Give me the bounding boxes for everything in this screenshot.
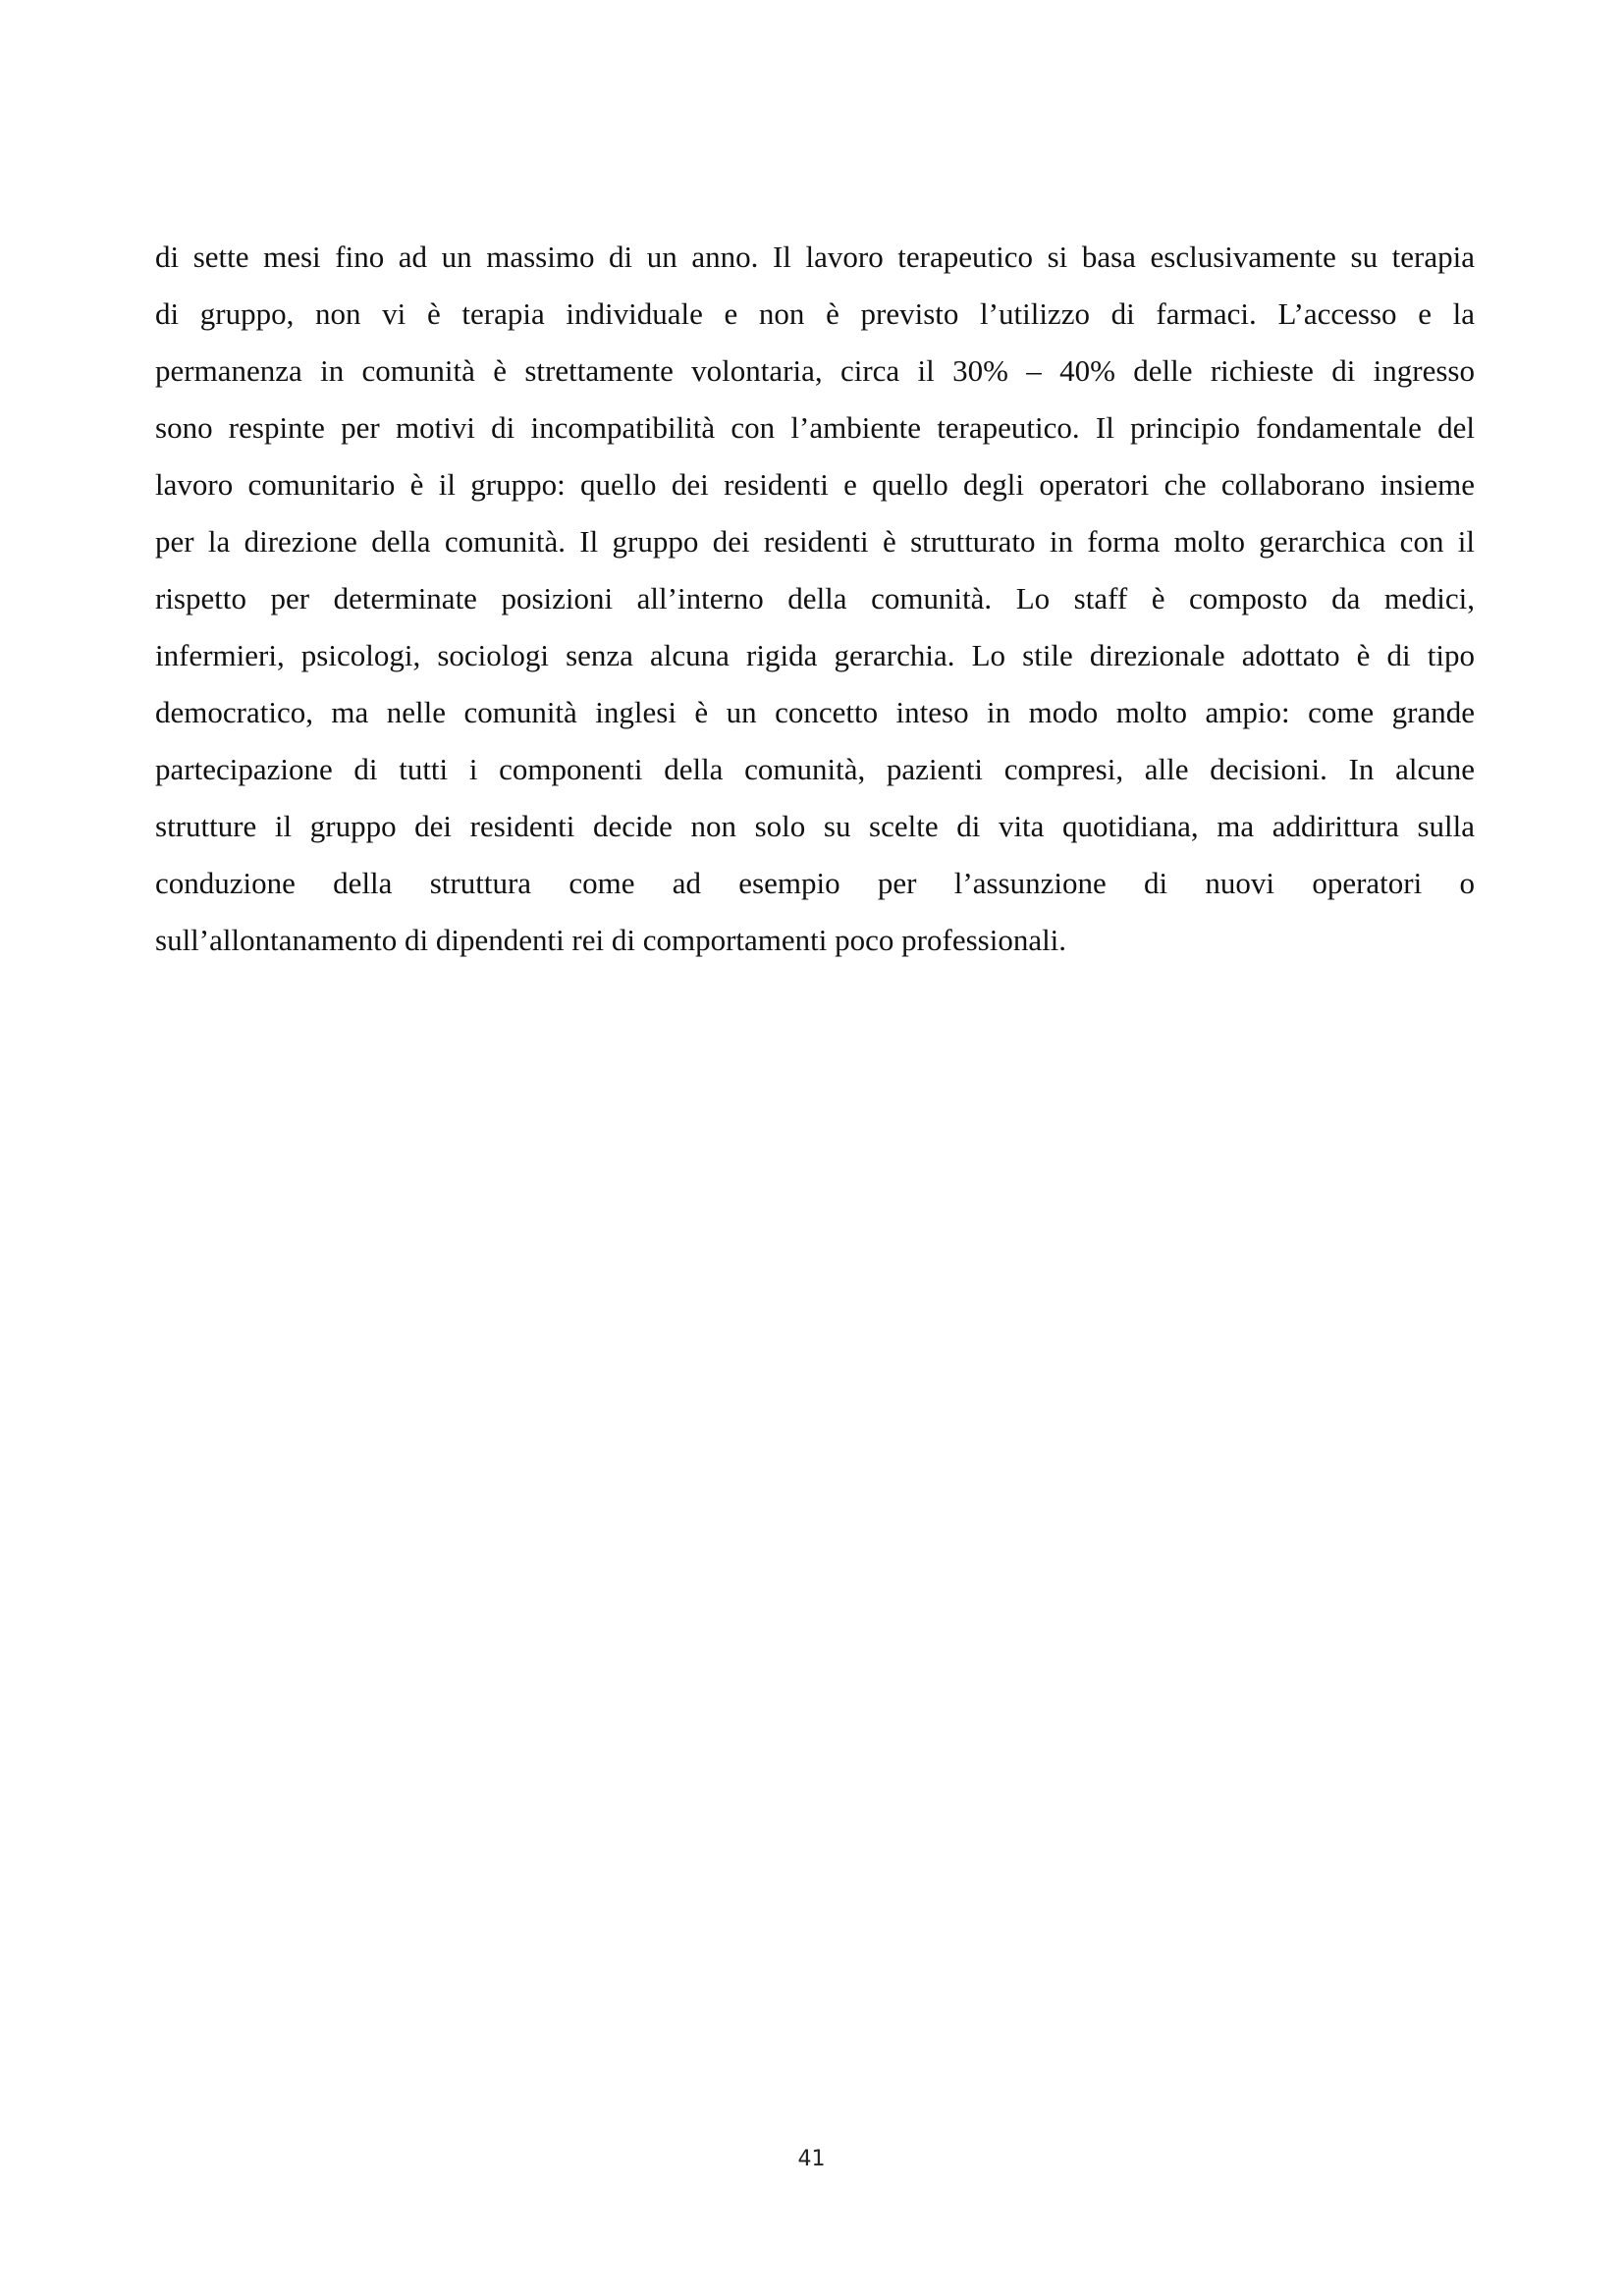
paragraph-line: sono respinte per motivi di incompatibilità con l’ambiente terapeutico. Il principio fondamentale del [155, 410, 1475, 445]
paragraph-line: infermieri, psicologi, sociologi senza alcuna rigida gerarchia. Lo stile direzionale adottato è di tipo [155, 638, 1475, 672]
body-paragraph [155, 229, 1475, 969]
page-number: 41 [797, 2147, 826, 2171]
paragraph-line: democratico, ma nelle comunità inglesi è un concetto inteso in modo molto ampio: come grande [155, 695, 1475, 729]
paragraph-line-last: sull’allontanamento di dipendenti rei di comportamenti poco professionali. [155, 923, 1067, 957]
paragraph-line: conduzione della struttura come ad esempio per l’assunzione di nuovi operatori o [155, 866, 1475, 900]
paragraph-line: di sette mesi fino ad un massimo di un anno. Il lavoro terapeutico si basa esclusivamente su terapia [155, 240, 1475, 274]
paragraph-line: permanenza in comunità è strettamente volontaria, circa il 30% – 40% delle richieste di ingresso [155, 353, 1475, 388]
paragraph-line: di gruppo, non vi è terapia individuale e non è previsto l’utilizzo di farmaci. L’accesso e la [155, 296, 1475, 331]
paragraph-line: per la direzione della comunità. Il gruppo dei residenti è strutturato in forma molto gerarchica con il [155, 524, 1475, 559]
paragraph-line: lavoro comunitario è il gruppo: quello dei residenti e quello degli operatori che collaborano insieme [155, 467, 1475, 502]
paragraph-line: strutture il gruppo dei residenti decide non solo su scelte di vita quotidiana, ma addirittura sulla [155, 809, 1475, 843]
paragraph-line: rispetto per determinate posizioni all’interno della comunità. Lo staff è composto da medici, [155, 581, 1475, 615]
paragraph-line: partecipazione di tutti i componenti della comunità, pazienti compresi, alle decisioni. In alcune [155, 752, 1475, 786]
